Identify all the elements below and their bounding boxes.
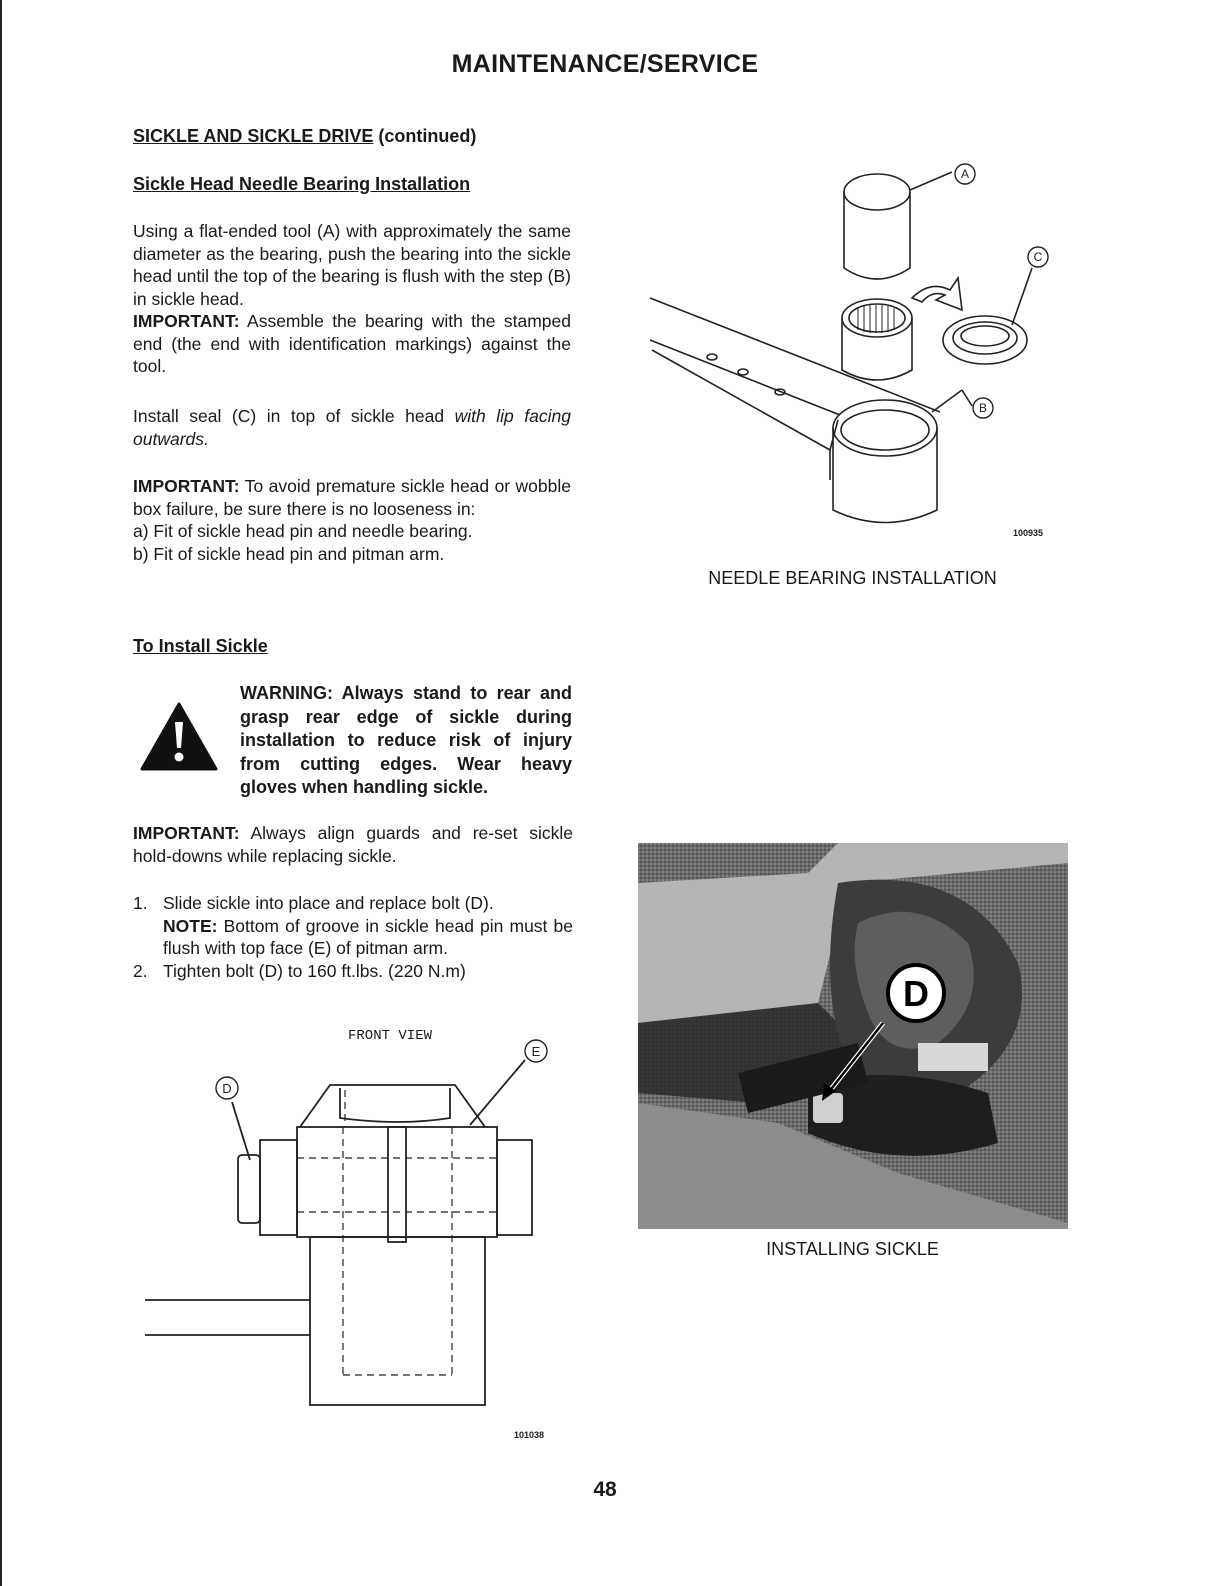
note-text: Bottom of groove in sickle head pin must be flush with top face (E) of pitman arm.	[163, 915, 573, 958]
needle-bearing-diagram	[640, 150, 1060, 550]
figure-code-front: 101038	[514, 1430, 545, 1440]
label-e: E	[531, 1044, 541, 1059]
step-2	[133, 960, 573, 983]
page-title: MAINTENANCE/SERVICE	[451, 50, 759, 78]
needle-instructions	[133, 220, 571, 378]
page-number: 48	[593, 1478, 617, 1501]
page-edge	[0, 0, 2, 1586]
section-heading	[133, 126, 476, 147]
important-text-3: Always align guards and re-set sickle hold-downs while replacing sickle.	[133, 823, 573, 866]
list-item-b: b) Fit of sickle head pin and pitman arm.	[133, 543, 445, 564]
label-d: D	[222, 1081, 232, 1096]
installing-sickle-caption: INSTALLING SICKLE	[766, 1239, 939, 1259]
step-1	[133, 892, 573, 960]
front-view-diagram	[140, 1030, 560, 1420]
align-guards-note	[133, 822, 573, 867]
installing-sickle-photo	[638, 843, 1068, 1229]
important-text-1: Assemble the bearing with the stamped end (the end with identification markings) against the tool.	[133, 311, 572, 376]
label-b: B	[978, 401, 988, 415]
seal-instructions	[133, 405, 571, 450]
important-label-1: IMPORTANT:	[133, 311, 240, 331]
step-1-text: Slide sickle into place and replace bolt (D).	[163, 893, 494, 913]
list-item-a: a) Fit of sickle head pin and needle bearing.	[133, 521, 473, 541]
label-c: C	[1033, 250, 1043, 264]
step-1-number: 1.	[133, 893, 148, 913]
front-view-title: FRONT VIEW	[348, 1028, 433, 1044]
step-2-text: Tighten bolt (D) to 160 ft.lbs. (220 N.m)	[163, 961, 466, 981]
note-label: NOTE:	[163, 915, 218, 936]
seal-text-italic: with lip facing outwards.	[133, 406, 571, 449]
needle-para-1: Using a flat-ended tool (A) with approximately the same diameter as the bearing, push the bearing into the sickle head until the top of the bearing is flush with the step (B) in sickle head.	[133, 221, 571, 309]
photo-label-d: D	[903, 973, 929, 1014]
warning-triangle-icon	[140, 702, 218, 772]
important-label-3: IMPORTANT:	[133, 823, 240, 843]
figure-code-bearing: 100935	[1013, 528, 1044, 538]
seal-text: Install seal (C) in top of sickle head	[133, 406, 445, 426]
important-label-2: IMPORTANT:	[133, 476, 240, 496]
needle-bearing-heading: Sickle Head Needle Bearing Installation	[133, 174, 471, 194]
warning-text: WARNING: Always stand to rear and grasp rear edge of sickle during installation to reduce risk of injury from cutting edges. Wear heavy gloves when handling sickle.	[240, 683, 572, 797]
install-sickle-heading: To Install Sickle	[133, 636, 268, 656]
step-2-number: 2.	[133, 961, 148, 981]
important-text-2: To avoid premature sickle head or wobble box failure, be sure there is no looseness in:	[133, 476, 571, 519]
section-heading-main: SICKLE AND SICKLE DRIVE	[133, 126, 374, 146]
needle-bearing-caption: NEEDLE BEARING INSTALLATION	[708, 568, 997, 588]
label-a: A	[960, 167, 970, 181]
looseness-warning	[133, 475, 571, 565]
section-heading-suffix: (continued)	[378, 126, 477, 146]
